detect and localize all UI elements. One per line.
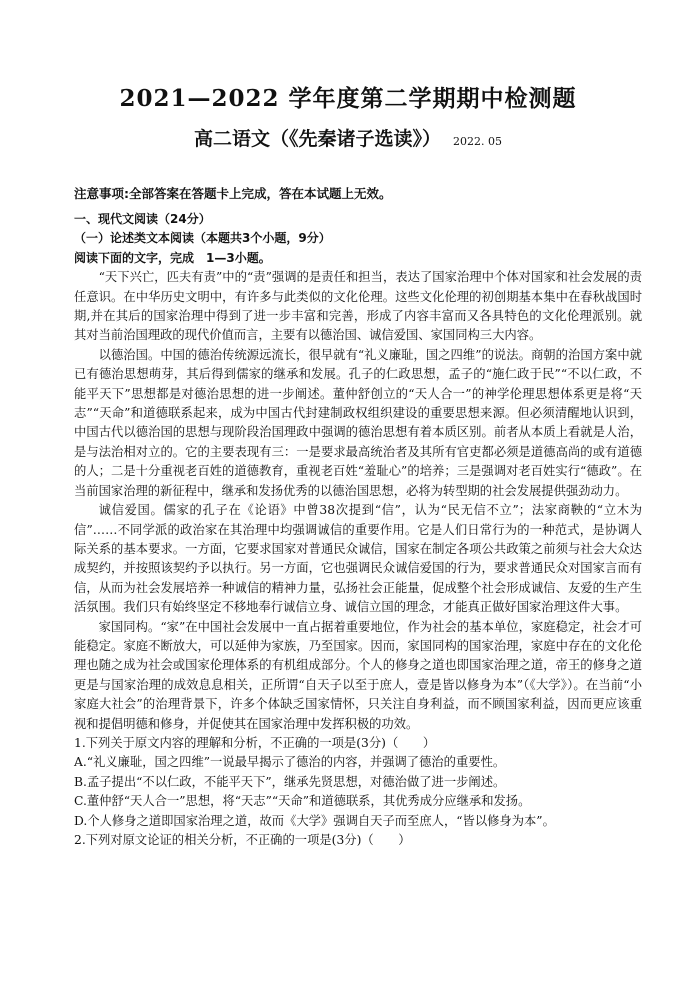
question-1-option-b: B.孟子提出“不以仁政，不能平天下”，继承先贤思想，对德治做了进一步阐述。: [74, 774, 506, 789]
passage-paragraph: “天下兴亡，匹夫有责”中的“责”强调的是责任和担当，表达了国家治理中个体对国家和社会发展的责任意识。在中华历史文明中，有许多与此类似的文化伦理。这些文化伦理的初创期基本集中在春秋战国时期,并在其后的国家治理中得到了进一步丰富和完善，形成了内容丰富而又各具特色的文化伦理派别。就其对当前治国理政的现代价值而言，主要有以德治国、诚信爱国、家国同构三大内容。: [74, 270, 642, 343]
section-subheading: （一）论述类文本阅读（本题共3个小题，9分）: [74, 231, 331, 246]
question-1-option-d: D.个人修身之道即国家治理之道，故而《大学》强调自天子而至庶人，“皆以修身为本”。: [74, 813, 555, 828]
exam-subtitle: [0, 124, 696, 151]
question-1-option-a: A.“礼义廉耻，国之四维”一说最早揭示了德治的内容，并强调了德治的重要性。: [74, 755, 506, 770]
exam-body: [74, 210, 642, 850]
exam-title: 2021—2022 学年度第二学期期中检测题: [119, 85, 577, 112]
question-2-stem: 2.下列对原文论证的相关分析，不正确的一项是(3分)（ ）: [74, 833, 411, 847]
section-heading: 一、现代文阅读（24分）: [74, 212, 211, 226]
question-1-option-c: C.董仲舒“天人合一”思想，将“天志”“天命”和道德联系，其优秀成分应继承和发扬。: [74, 794, 531, 809]
question-1-stem: 1.下列关于原文内容的理解和分析，不正确的一项是(3分)（ ）: [74, 735, 436, 750]
notice: 注意事项:全部答案在答题卡上完成，答在本试题上无效。: [74, 186, 392, 201]
passage-paragraph: 以德治国。中国的德治传统源远流长，很早就有“礼义廉耻，国之四维”的说法。商朝的治国方案中就已有德治思想萌芽，其后得到儒家的继承和发展。孔子的仁政思想，孟子的“施仁政于民”“不以仁政，不能平天下”思想都是对德治思想的进一步阐述。董仲舒创立的“天人合一”的神学伦理思想体系更是将“天志”“天命”和道德联系起来，成为中国古代封建制政权组织建设的重要思想来源。但必须清醒地认识到，中国古代以德治国的思想与现阶段治国理政中强调的德治思想有着本质区别。前者从本质上看就是人治，是与法治相对立的。它的主要表现有三：一是要求最高统治者及其所有官吏都必须是道德高尚的或有道德的人；二是十分重视老百姓的道德教育，重视老百姓“羞耻心”的培养；三是强调对老百姓实行“德政”。在当前国家治理的新征程中，继承和发扬优秀的以德治国思想，必将为转型期的社会发展提供强劲动力。: [74, 347, 642, 498]
exam-date: 2022. 05: [453, 135, 502, 148]
passage-paragraph: 家国同构。“家”在中国社会发展中一直占据着重要地位，作为社会的基本单位，家庭稳定，社会才可能稳定。家庭不断放大，可以延伸为家族，乃至国家。因而，家国同构的国家治理，家庭中存在的文化伦理也随之成为社会或国家伦理体系的有机组成部分。个人的修身之道也即国家治理之道，帝王的修身之道更是与国家治理的成效息息相关，正所谓“自天子以至于庶人，壹是皆以修身为本”（《大学》）。在当前“小家庭大社会”的治理背景下，许多个体缺乏国家情怀，只关注自身利益，而不顾国家利益，因而更应该重视和提倡明德和修身，并促使其在国家治理中发挥积极的功效。: [74, 619, 642, 731]
reading-instruction: 阅读下面的文字，完成 1—3小题。: [74, 250, 271, 265]
subtitle-text: 高二语文（《先秦诸子选读》）: [194, 128, 442, 150]
passage-paragraph: 诚信爱国。儒家的孔子在《论语》中曾38次提到“信”，认为“民无信不立”；法家商鞅的“立木为信”……不同学派的政治家在其治理中均强调诚信的重要作用。它是人们日常行为的一种范式，是协调人际关系的基本要求。一方面，它要求国家对普通民众诚信，国家在制定各项公共政策之前须与社会大众达成契约，并按照该契约予以执行。另一方面，它也强调民众诚信爱国的行为，要求普通民众对国家言而有信，从而为社会发展培养一种诚信的精神力量，弘扬社会正能量，促成整个社会形成诚信、友爱的生产生活氛围。我们只有始终坚定不移地奉行诚信立身、诚信立国的理念，才能真正做好国家治理这件大事。: [74, 503, 642, 615]
